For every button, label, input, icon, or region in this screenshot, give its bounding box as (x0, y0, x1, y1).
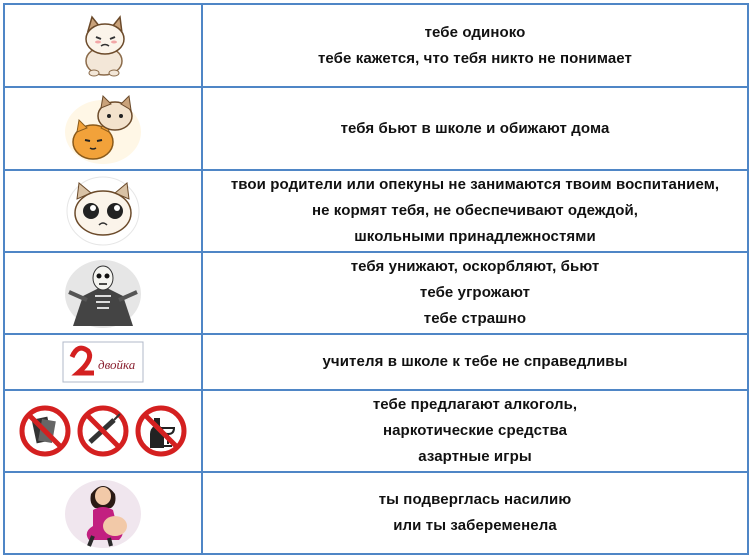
text-cell (202, 390, 748, 472)
text-cell (202, 334, 748, 390)
text-line: тебе страшно (423, 310, 527, 327)
text-cell (202, 4, 748, 87)
prohibition-signs-icon (18, 404, 188, 458)
table-row (4, 87, 748, 170)
text-line: учителя в школе к тебе не справедливы (322, 353, 628, 370)
help-situations-table (3, 3, 749, 555)
text-line: тебя унижают, оскорбляют, бьют (350, 258, 600, 275)
table-row (4, 170, 748, 252)
text-line: или ты забеременела (393, 517, 557, 534)
image-cell (4, 472, 202, 554)
image-cell (4, 334, 202, 390)
pregnant-woman-icon (63, 476, 143, 550)
text-line: тебе предлагают алкоголь, (372, 396, 578, 413)
text-line: тебе одиноко (424, 23, 526, 41)
text-line: наркотические средства (382, 422, 568, 439)
two-cats-icon (61, 92, 145, 166)
table-row (4, 252, 748, 334)
text-cell (202, 252, 748, 334)
no-drugs-icon (80, 408, 126, 454)
text-cell (202, 472, 748, 554)
table-row (4, 4, 748, 87)
table-row (4, 390, 748, 472)
image-cell (4, 87, 202, 170)
scared-cat-face-icon (65, 175, 141, 247)
skeleton-icon (63, 256, 143, 330)
text-line: тебе угрожают (419, 284, 531, 301)
table-row (4, 472, 748, 554)
image-cell (4, 4, 202, 87)
image-cell (4, 170, 202, 252)
text-line: ты подверглась насилию (378, 491, 572, 508)
sad-cat-icon (68, 11, 138, 81)
image-cell (4, 252, 202, 334)
text-cell (202, 87, 748, 170)
text-cell (202, 170, 748, 252)
text-line: азартные игры (418, 448, 532, 465)
text-line: твои родители или опекуны не занимаются твоим воспитанием, (230, 176, 720, 193)
no-gambling-icon (22, 408, 68, 454)
no-alcohol-icon (138, 408, 184, 454)
table-row (4, 334, 748, 390)
text-line: не кормят тебя, не обеспечивают одеждой, (311, 202, 639, 219)
logo-text: двойка (98, 357, 136, 372)
text-line: школьными принадлежностями (354, 228, 596, 245)
image-cell (4, 390, 202, 472)
grade-two-icon (62, 341, 144, 383)
text-line: тебя бьют в школе и обижают дома (340, 119, 610, 137)
text-line: тебе кажется, что тебя никто не понимает (317, 49, 632, 67)
